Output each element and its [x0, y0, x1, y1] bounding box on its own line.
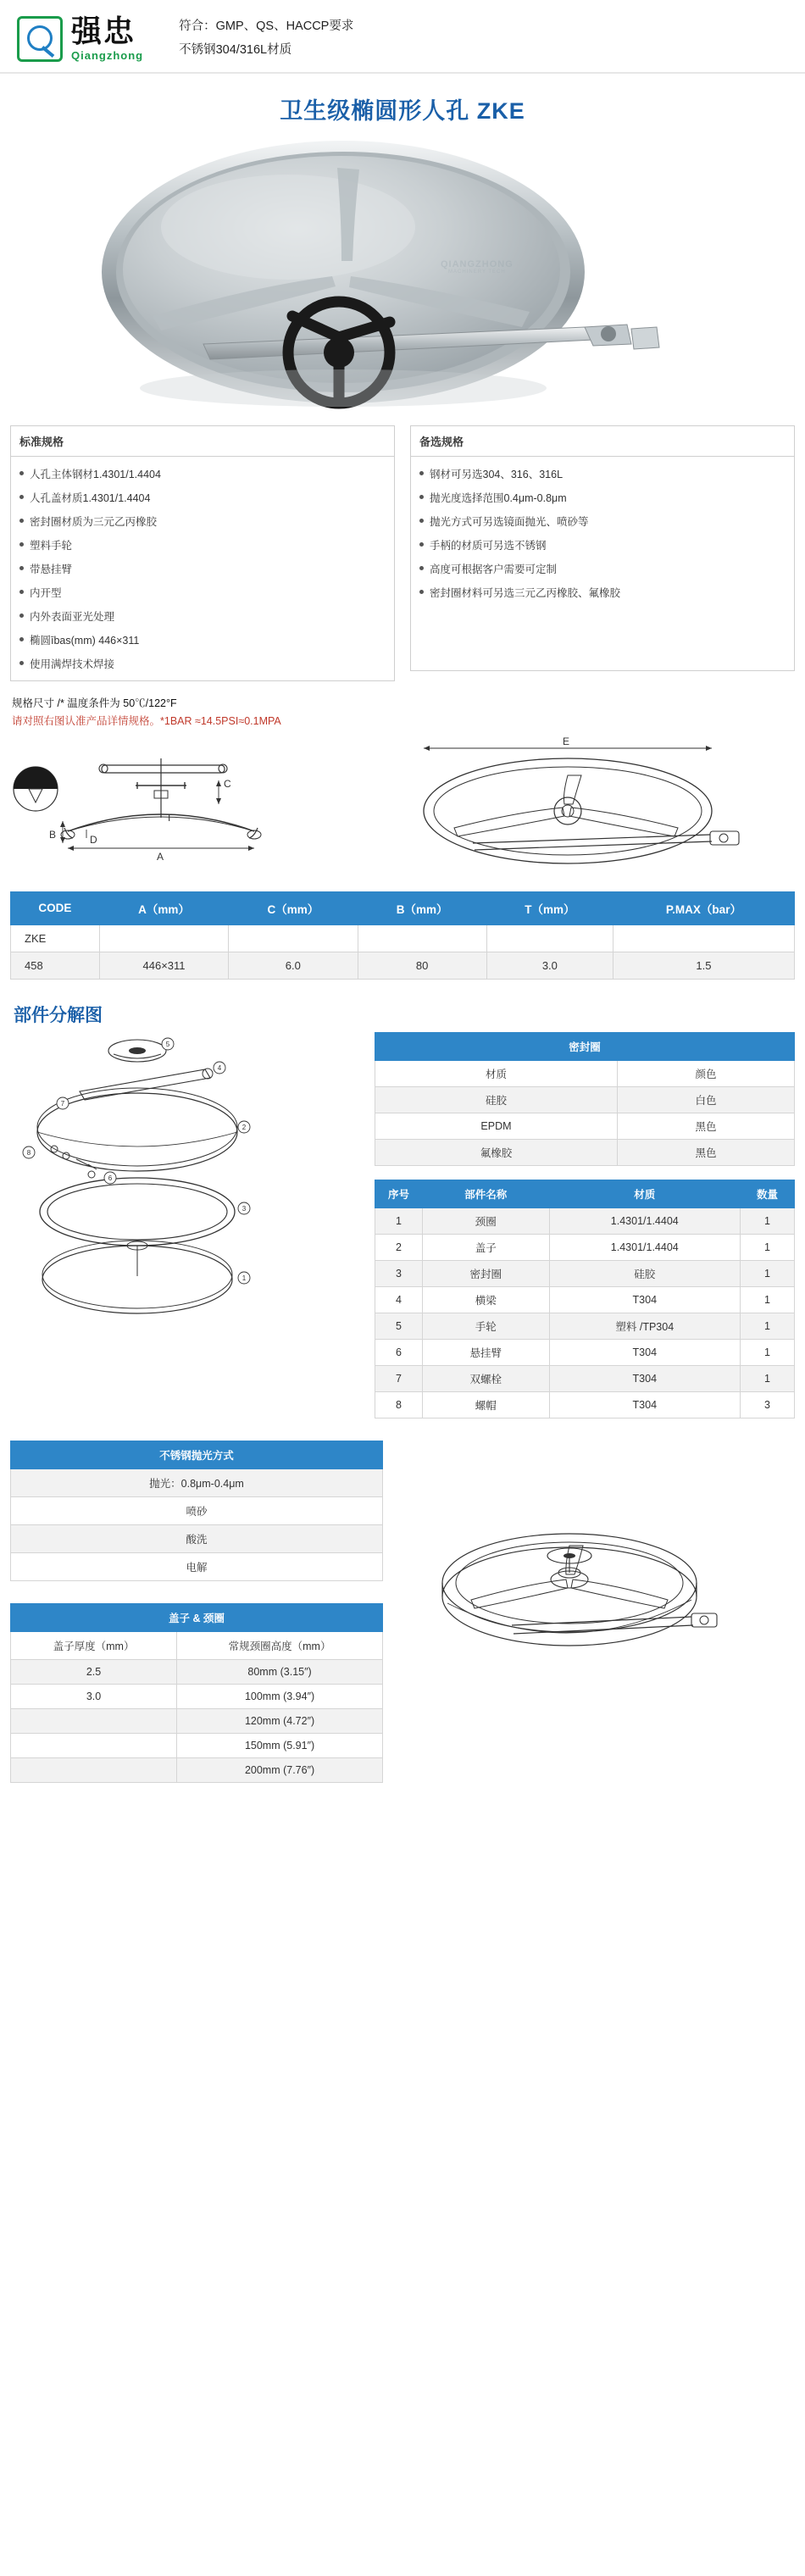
plan-drawing [373, 736, 797, 876]
table-cell: 1 [741, 1365, 795, 1391]
callout-label: 3 [242, 1204, 247, 1213]
table-cell [11, 1757, 177, 1782]
table-row [11, 952, 795, 979]
table-cell: 颈圈 [423, 1208, 550, 1234]
table-cell: 5 [375, 1313, 423, 1339]
list-item: 椭圆ības(mm) 446×311 [11, 628, 394, 652]
table-cell: 1 [375, 1208, 423, 1234]
list-item: 抛光方式可另选镜面抛光、喷砂等 [411, 509, 794, 533]
table-row [11, 1708, 383, 1733]
optional-spec-heading: 备选规格 [410, 425, 795, 457]
callout-label: 2 [242, 1123, 247, 1131]
table-cell: 3 [375, 1260, 423, 1286]
table-cell [358, 924, 486, 952]
table-cell: 4 [375, 1286, 423, 1313]
table-row [11, 1496, 383, 1524]
optional-spec-list [410, 457, 795, 671]
note-line-1: 规格尺寸 /* 温度条件为 50℃/122°F [12, 697, 177, 710]
dimension-label-c: C [224, 777, 231, 790]
list-item: 人孔主体钢材1.4301/1.4404 [11, 462, 394, 486]
exploded-diagram [10, 1032, 366, 1418]
technical-drawings [0, 733, 805, 883]
parts-list-table [375, 1180, 795, 1418]
logo-chinese-name: 强忠 [71, 14, 136, 49]
table-cell: 密封圈 [423, 1260, 550, 1286]
table-row [375, 1234, 795, 1260]
table-row [375, 1113, 795, 1139]
polish-table-title: 不锈钢抛光方式 [11, 1441, 383, 1468]
table-cell [229, 924, 358, 952]
table-cell: 1 [741, 1208, 795, 1234]
standard-spec-heading: 标准规格 [10, 425, 395, 457]
column-header: 部件名称 [423, 1180, 550, 1208]
logo-q-icon [17, 16, 63, 62]
callout-label: 8 [26, 1148, 31, 1157]
table-cell: ZKE [11, 924, 100, 952]
dimension-label-e: E [563, 736, 570, 747]
table-cell [11, 1708, 177, 1733]
table-cell: 手轮 [423, 1313, 550, 1339]
table-row [11, 1757, 383, 1782]
column-header: 材质 [549, 1180, 740, 1208]
table-cell: 1 [741, 1313, 795, 1339]
table-header-row [11, 1603, 383, 1631]
table-cell: 硅胶 [549, 1260, 740, 1286]
table-cell: 6.0 [229, 952, 358, 979]
table-cell: 1.5 [613, 952, 794, 979]
list-item: 内开型 [11, 580, 394, 604]
table-row [11, 1552, 383, 1580]
table-cell [613, 924, 794, 952]
table-row [375, 1208, 795, 1234]
optional-spec-column [410, 425, 795, 681]
table-cell: 3 [741, 1391, 795, 1418]
header-line-1: 符合：GMP、QS、HACCP要求 [179, 19, 354, 33]
column-header: A（mm） [99, 891, 228, 924]
table-cell: 3.0 [11, 1684, 177, 1708]
list-item: 钢材可另选304、316、316L [411, 462, 794, 486]
temperature-note [0, 681, 805, 733]
table-cell: 80mm (3.15″) [177, 1659, 383, 1684]
table-cell: EPDM [375, 1113, 618, 1139]
table-header-row [375, 1180, 795, 1208]
watermark-sub-text: MACHINERY TECH [448, 269, 506, 275]
list-item: 人孔盖材质1.4301/1.4404 [11, 486, 394, 509]
column-header: CODE [11, 891, 100, 924]
table-cell [99, 924, 228, 952]
callout-label: 1 [242, 1274, 247, 1282]
page-header [0, 0, 805, 70]
callout-label: 6 [108, 1174, 113, 1182]
column-header: 常规颈圈高度（mm） [177, 1631, 383, 1659]
table-row [375, 1139, 795, 1165]
table-cell: 悬挂臂 [423, 1339, 550, 1365]
polish-method-table [10, 1441, 383, 1581]
callout-label: 5 [165, 1040, 170, 1048]
image-watermark [441, 259, 514, 275]
table-row [375, 1365, 795, 1391]
brand-logo [17, 16, 143, 62]
exploded-view-section [0, 1027, 805, 1418]
table-cell: 白色 [617, 1086, 794, 1113]
table-cell: 1 [741, 1339, 795, 1365]
list-item: 手柄的材质可另选不锈钢 [411, 533, 794, 557]
column-header: 数量 [741, 1180, 795, 1208]
column-header: C（mm） [229, 891, 358, 924]
cover-table-title: 盖子 & 颈圈 [11, 1603, 383, 1631]
table-header-row [11, 891, 795, 924]
table-cell [11, 1733, 177, 1757]
dimension-label-b: B [49, 828, 57, 841]
table-row [11, 924, 795, 952]
table-row [11, 1524, 383, 1552]
table-header-row [375, 1032, 795, 1060]
list-item: 内外表面亚光处理 [11, 604, 394, 628]
table-header-row [11, 1631, 383, 1659]
callout-label: 7 [60, 1099, 65, 1108]
table-cell: 6 [375, 1339, 423, 1365]
dimension-label-t: T [166, 811, 173, 824]
standard-spec-column [10, 425, 395, 681]
table-cell: 双螺栓 [423, 1365, 550, 1391]
table-row [375, 1391, 795, 1418]
list-item: 带悬挂臂 [11, 557, 394, 580]
table-cell: 2.5 [11, 1659, 177, 1684]
table-cell: 横梁 [423, 1286, 550, 1313]
bottom-tables [10, 1441, 400, 1783]
table-cell: 150mm (5.91″) [177, 1733, 383, 1757]
seal-table-title: 密封圈 [375, 1032, 795, 1060]
table-cell: 黑色 [617, 1139, 794, 1165]
dimensions-table [10, 891, 795, 980]
column-header: T（mm） [486, 891, 613, 924]
dimension-label-a: A [157, 850, 164, 863]
table-cell: T304 [549, 1365, 740, 1391]
seal-material-table [375, 1032, 795, 1166]
section-drawing [8, 736, 373, 868]
list-item: 使用满焊技术焊接 [11, 652, 394, 675]
callout-label: 4 [217, 1063, 222, 1072]
standard-spec-list [10, 457, 395, 681]
table-cell: 酸洗 [11, 1524, 383, 1552]
table-header-row [375, 1060, 795, 1086]
column-header: 序号 [375, 1180, 423, 1208]
table-cell: 458 [11, 952, 100, 979]
column-header: 材质 [375, 1060, 618, 1086]
dimension-label-d: D [90, 833, 97, 846]
table-row [375, 1339, 795, 1365]
table-cell: 1.4301/1.4404 [549, 1208, 740, 1234]
bottom-section [0, 1418, 805, 1808]
table-cell [486, 924, 613, 952]
table-cell: 446×311 [99, 952, 228, 979]
table-cell: 塑料 /TP304 [549, 1313, 740, 1339]
table-cell: 8 [375, 1391, 423, 1418]
table-cell: 1 [741, 1234, 795, 1260]
specifications-section [0, 425, 805, 681]
table-row [375, 1313, 795, 1339]
table-cell: 3.0 [486, 952, 613, 979]
assembly-line-drawing [400, 1441, 795, 1699]
page-title: 卫生级椭圆形人孔 ZKE [280, 98, 525, 125]
table-cell: T304 [549, 1286, 740, 1313]
table-header-row [11, 1441, 383, 1468]
table-cell: 氟橡胶 [375, 1139, 618, 1165]
table-cell: 1 [741, 1286, 795, 1313]
table-cell: 1.4301/1.4404 [549, 1234, 740, 1260]
cover-neck-table [10, 1603, 383, 1783]
table-cell: T304 [549, 1339, 740, 1365]
note-line-2: 请对照右图认准产品详情规格。*1BAR ≈14.5PSI≈0.1MPA [12, 715, 281, 728]
table-cell: 黑色 [617, 1113, 794, 1139]
table-cell: 盖子 [423, 1234, 550, 1260]
table-row [11, 1733, 383, 1757]
table-row [11, 1659, 383, 1684]
list-item: 高度可根据客户需要可定制 [411, 557, 794, 580]
column-header: B（mm） [358, 891, 486, 924]
table-row [375, 1086, 795, 1113]
table-cell: 120mm (4.72″) [177, 1708, 383, 1733]
header-line-2: 不锈钢304/316L材质 [179, 42, 292, 57]
table-cell: 喷砂 [11, 1496, 383, 1524]
exploded-section-title: 部件分解图 [14, 1005, 103, 1025]
list-item: 抛光度选择范围0.4μm-0.8μm [411, 486, 794, 509]
logo-english-name: Qiangzhong [71, 49, 144, 63]
table-cell: 1 [741, 1260, 795, 1286]
product-photo [0, 134, 805, 414]
column-header: 颜色 [617, 1060, 794, 1086]
table-row [11, 1684, 383, 1708]
table-cell: 100mm (3.94″) [177, 1684, 383, 1708]
table-row [375, 1286, 795, 1313]
list-item: 塑料手轮 [11, 533, 394, 557]
column-header: 盖子厚度（mm） [11, 1631, 177, 1659]
table-cell: 200mm (7.76″) [177, 1757, 383, 1782]
header-certification-text [179, 15, 353, 62]
column-header: P.MAX（bar） [613, 891, 794, 924]
table-cell: 2 [375, 1234, 423, 1260]
table-row [375, 1260, 795, 1286]
table-cell: 硅胶 [375, 1086, 618, 1113]
table-row [11, 1468, 383, 1496]
table-cell: 电解 [11, 1552, 383, 1580]
table-cell: 抛光：0.8μm-0.4μm [11, 1468, 383, 1496]
table-cell: 80 [358, 952, 486, 979]
list-item: 密封圈材料可另选三元乙丙橡胶、氟橡胶 [411, 580, 794, 604]
table-cell: 7 [375, 1365, 423, 1391]
table-cell: T304 [549, 1391, 740, 1418]
manway-product-illustration [0, 134, 805, 414]
watermark-main-text: QIANGZHONG [441, 259, 514, 270]
exploded-tables [366, 1032, 795, 1418]
list-item: 密封圈材质为三元乙丙橡胶 [11, 509, 394, 533]
table-cell: 螺帽 [423, 1391, 550, 1418]
